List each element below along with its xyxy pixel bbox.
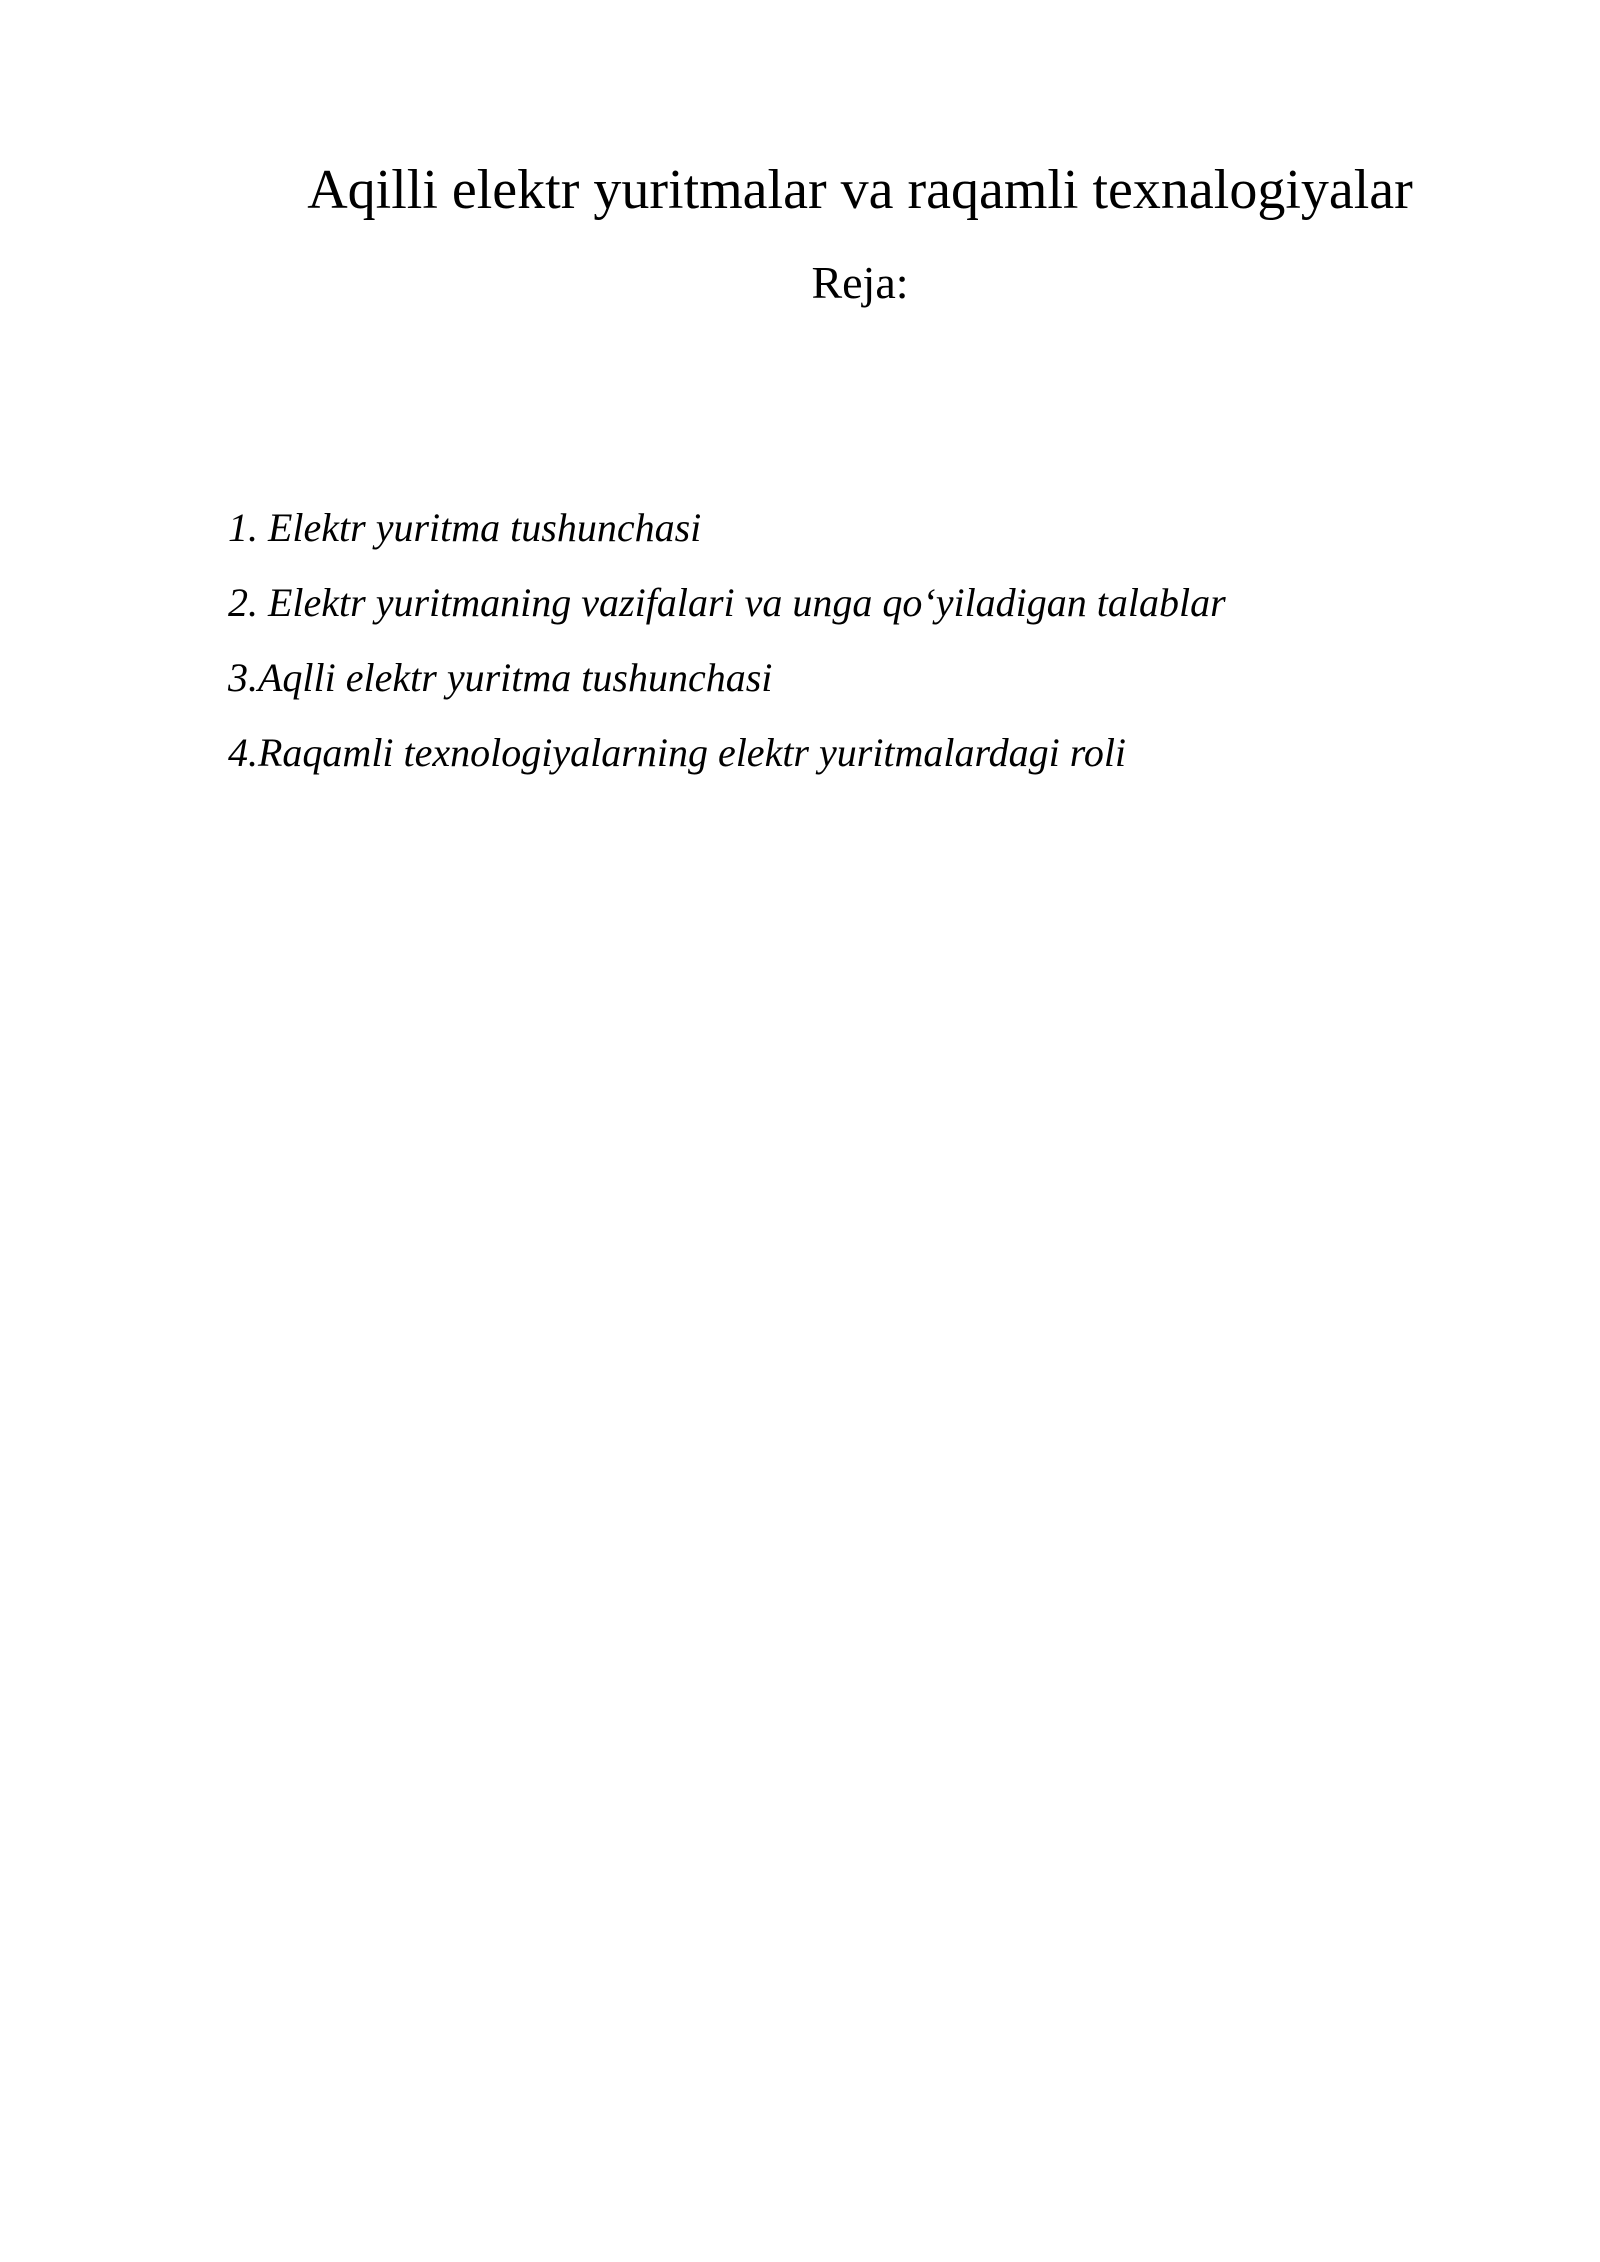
plan-list [228, 490, 1226, 790]
plan-item-4: 4.Raqamli texnologiyalarning elektr yuritmalardagi roli [228, 730, 1127, 775]
plan-heading: Reja: [811, 257, 909, 308]
plan-item-1: 1. Elektr yuritma tushunchasi [228, 505, 702, 550]
document-title: Aqilli elektr yuritmalar va raqamli texnalogiyalar [307, 159, 1413, 221]
plan-item-3: 3.Aqlli elektr yuritma tushunchasi [228, 655, 773, 700]
plan-item-2: 2. Elektr yuritmaning vazifalari va unga qo‘yiladigan talablar [228, 580, 1226, 625]
